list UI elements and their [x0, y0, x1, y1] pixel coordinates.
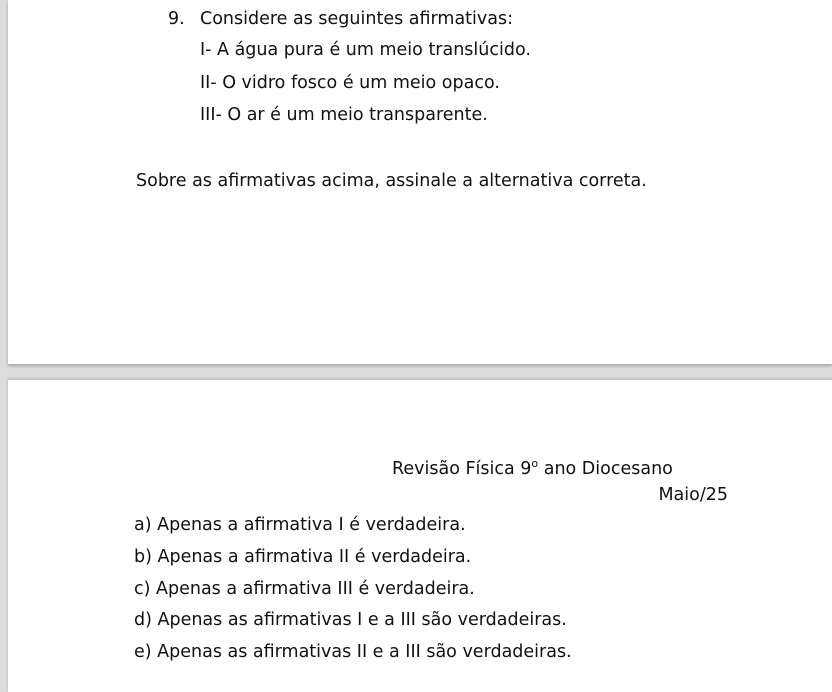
option-c: c) Apenas a afirmativa III é verdadeira. [134, 579, 475, 599]
option-d: d) Apenas as afirmativas I e a III são verdadeiras. [134, 610, 567, 630]
document-header-title [392, 453, 673, 480]
question-number: 9. [168, 9, 185, 29]
option-e: e) Apenas as afirmativas II e a III são verdadeiras. [134, 642, 572, 662]
page-bottom [8, 380, 832, 692]
page-top [8, 0, 832, 364]
question-stem: Considere as seguintes afirmativas: [200, 9, 513, 29]
statement-1: I- A água pura é um meio translúcido. [200, 40, 531, 60]
header-title-text: Revisão Física 9 [392, 459, 532, 479]
question-prompt: Sobre as afirmativas acima, assinale a alternativa correta. [136, 171, 647, 191]
statement-2: II- O vidro fosco é um meio opaco. [200, 73, 500, 93]
header-title-superscript: o [531, 457, 539, 470]
option-b: b) Apenas a afirmativa II é verdadeira. [134, 547, 472, 567]
document-header-date: Maio/25 [658, 485, 728, 505]
statement-3: III- O ar é um meio transparente. [200, 105, 488, 125]
option-a: a) Apenas a afirmativa I é verdadeira. [134, 515, 466, 535]
header-title-suffix: ano Diocesano [538, 459, 673, 479]
